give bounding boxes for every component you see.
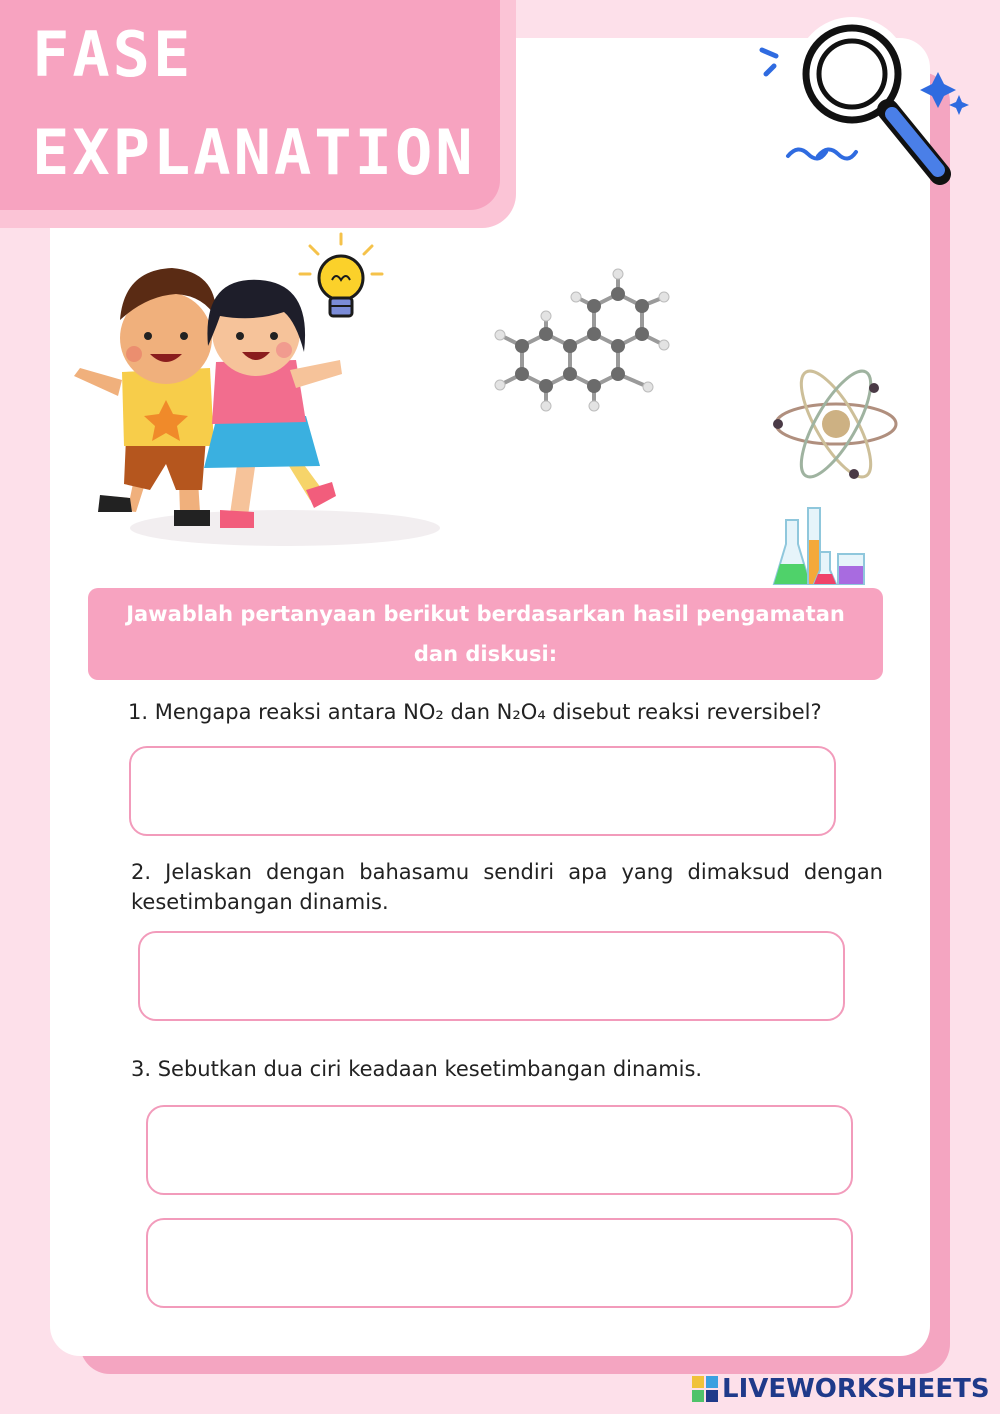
liveworksheets-logo-icon (692, 1376, 718, 1402)
answer-box-1[interactable] (129, 746, 836, 836)
brand-text: LIVEWORKSHEETS (722, 1374, 990, 1404)
answer-box-2[interactable] (138, 931, 845, 1021)
magnifying-glass-icon (752, 14, 972, 194)
title-block (0, 0, 500, 210)
answer-box-3a[interactable] (146, 1105, 853, 1195)
question-3: 3. Sebutkan dua ciri keadaan kesetimbangan dinamis. (131, 1057, 703, 1081)
answer-box-3b[interactable] (146, 1218, 853, 1308)
title-line-1: FASE (32, 18, 194, 91)
instruction-banner (88, 588, 883, 680)
molecule-icon (486, 266, 686, 442)
lightbulb-icon (296, 232, 386, 328)
atom-icon (770, 364, 902, 484)
question-1: 1. Mengapa reaksi antara NO₂ dan N₂O₄ disebut reaksi reversibel? (128, 700, 822, 724)
lab-flasks-icon (770, 500, 870, 590)
liveworksheets-branding[interactable] (692, 1374, 990, 1404)
title-line-2: EXPLANATION (32, 116, 476, 189)
question-2: 2. Jelaskan dengan bahasamu sendiri apa yang dimaksud dengan kesetimbangan dinamis. (131, 860, 883, 914)
instruction-text: Jawablah pertanyaan berikut berdasarkan hasil pengamatan dan diskusi: (126, 602, 845, 666)
